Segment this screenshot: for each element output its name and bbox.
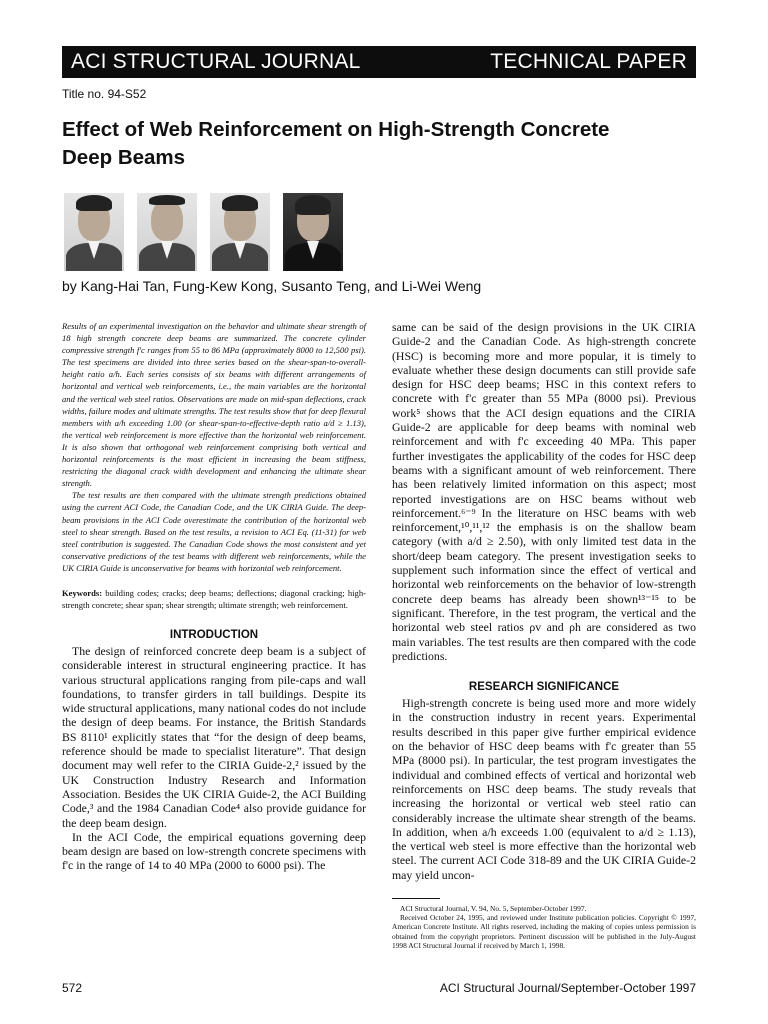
keywords [62,587,366,611]
right-column [392,320,696,950]
journal-name: ACI STRUCTURAL JOURNAL [71,50,361,73]
research-significance-paragraph: High-strength concrete is being used more and more widely in the construction industry in recent years. Experimental results described in this paper give further empirical evidence on the behavior of HSC deep beams with f'c greater than 55 MPa (8000 psi). In particular, the test program investigates the individual and combined effects of vertical and horizontal web reinforcements on HSC deep beams. The study reveals that increasing the horizontal or vertical web steel ratio can considerably increase the ultimate shear strength of the beams. In addition, when a/h exceeds 1.00 (equivalent to a/d ≥ 1.13), the vertical web steel is more effective than the horizontal web steel. The current ACI Code 318-89 and the UK CIRIA Guide-2 may yield uncon- [392,696,696,882]
continued-paragraph: same can be said of the design provisions in the UK CIRIA Guide-2 and the Canadian Code. As high-strength concrete (HSC) is becoming more and more popular, it is timely to evaluate whether these design documents can still provide safe design for HSC deep beams; HSC in this context refers to concrete with f'c greater than 55 MPa (8000 psi). Previous work⁵ shows that the ACI design equations and the CIRIA Guide-2 are applicable for deep beams with nominal web reinforcement and with f'c exceeding 40 MPa. This paper further investigates the applicability of the codes for HSC deep beams with a significant amount of web reinforcement. There has been relatively limited information on this aspect; most reported investigations are on HSC beams without web reinforcement.⁶⁻⁹ In the literature on HSC beams with web reinforcement,¹⁰,¹¹,¹² the emphasis is on the shallow beam category (with a/d ≥ 2.50), with only limited test data in the short/deep beam category. The present investigation seeks to supplement such information since the effect of vertical and horizontal web reinforcements on the behavior of low-strength concrete deep beams has already been shown¹³⁻¹⁵ to be significant. Therefore, in the test program, the vertical and the horizontal web steel ratios ρv and ρh are considered as two main variables. The test results are then compared with the code predictions. [392,320,696,663]
introduction-paragraph-1: The design of reinforced concrete deep beam is a subject of considerable interest in structural engineering practice. It has various structural applications ranging from pile-caps and wall foundations, to transfer girders in tall buildings. Despite its wide structural applications, many national codes do not include the design of deep beams. For instance, the British Standards BS 8110¹ explicitly states that “for the design of deep beams, reference should be made to specialist literature”. That design document may well refer to the CIRIA Guide-2,² issued by the UK Construction Industry Research and Information Association. Besides the UK CIRIA Guide-2, the ACI Building Code,³ and the 1984 Canadian Code⁴ also provide guidance for the deep beam design. [62,643,366,830]
title-number: Title no. 94-S52 [62,87,147,101]
research-significance-heading: RESEARCH SIGNIFICANCE [468,681,620,694]
author-photo-1 [64,193,124,271]
author-photo-4 [283,193,343,271]
page-number: 572 [62,981,83,995]
author-photos [64,193,343,271]
left-column [62,320,366,873]
footnote-copyright: Received October 24, 1995, and reviewed under Institute publication policies. Copyright © 1997, American Concrete Institute. All rights reserved, including the making of copies unless permission is obtained from the copyright proprietors. Pertinent discussion will be published in the July-August 1998 ACI Structural Journal if received by March 1, 1998. [392,913,696,950]
introduction-heading: INTRODUCTION [169,628,259,641]
journal-issue: ACI Structural Journal/September-October 1997 [439,981,696,995]
author-photo-3 [210,193,270,271]
abstract-paragraph-2: The test results are then compared with the ultimate strength predictions obtained using the current ACI Code, the Canadian Code, and the UK CIRIA Guide. The deep-beam provisions in the ACI Code overestimate the contribution of the horizontal web steel to shear strength. Based on the test results, a revision to ACI Eq. (11-31) for web steel contribution is suggested. The Canadian Code shows the most consistent and yet conservative predictions of the test beams with different web reinforcements, while the UK CIRIA Guide is unconservative for beams with horizontal web reinforcement. [62,490,366,573]
introduction-paragraph-2: In the ACI Code, the empirical equations governing deep beam design are based on low-strength concrete specimens with f'c in the range of 14 to 40 MPa (2000 to 6000 psi). The [62,829,366,873]
abstract-paragraph-1: Results of an experimental investigation on the behavior and ultimate shear strength of 18 high strength concrete deep beams are summarized. The concrete cylinder compressive strength f'c ranges from 55 to 86 MPa (approximately 8000 to 12,500 psi). The test specimens are divided into three series based on the shear-span-to-overall-height ratio a/h. Each series consists of six beams with different arrangements of horizontal and vertical web reinforcements, i.e., the main variables are the horizontal and the vertical web steel ratios. Observations are made on mid-span deflections, crack widths, failure modes and ultimate strengths. The test results show that for deep flexural members with a/h exceeding 1.00 (or shear-span-to-effective-depth ratio a/d ≥ 1.13), the vertical web reinforcement is more effective than the horizontal web reinforcement. It is also shown that orthogonal web reinforcement comprising both vertical and horizontal reinforcements is the most efficient in increasing the beam stiffness, restricting the diagonal crack width development and enhancing the ultimate shear strength. [62,321,366,489]
footnote-rule [392,898,440,899]
journal-banner [62,46,696,78]
paper-title: Effect of Web Reinforcement on High-Strength Concrete Deep Beams [62,118,610,169]
author-photo-2 [137,193,197,271]
page-footer [62,981,696,995]
author-list: by Kang-Hai Tan, Fung-Kew Kong, Susanto Teng, and Li-Wei Weng [62,278,482,294]
keywords-label: Keywords: [62,587,103,598]
keywords-text: building codes; cracks; deep beams; deflections; diagonal cracking; high-strength concrete; shear span; shear strength; ultimate strength; web reinforcement. [62,587,366,610]
paper-type: TECHNICAL PAPER [490,50,687,73]
footnote-journal: ACI Structural Journal, V. 94, No. 5, September-October 1997. [400,903,587,913]
